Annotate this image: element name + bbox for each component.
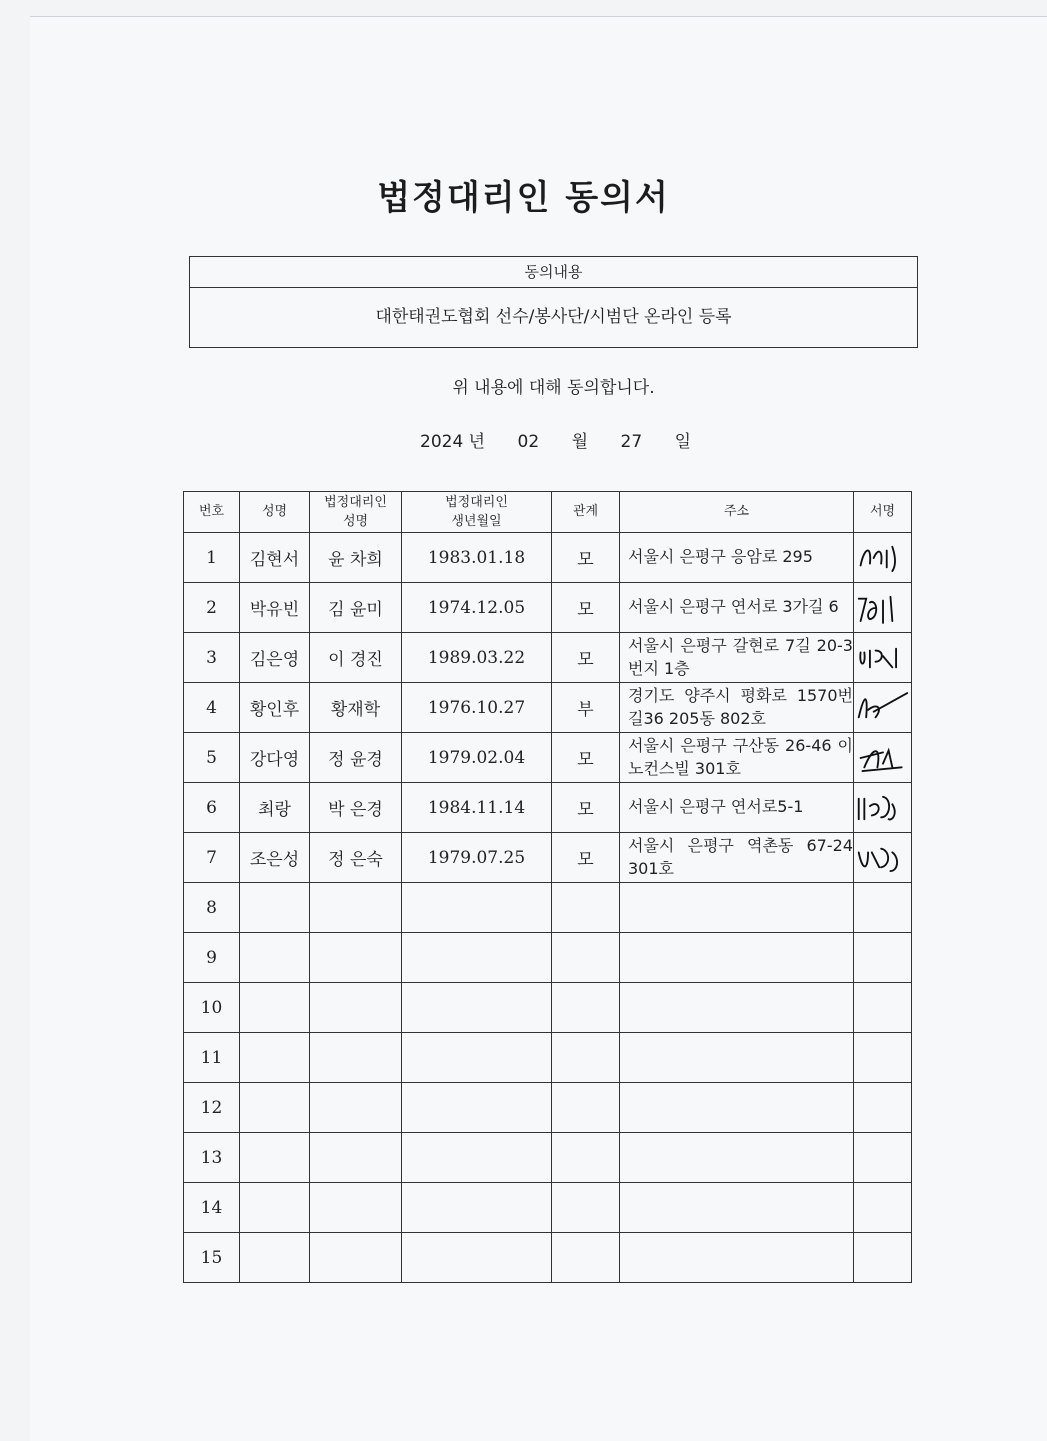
cell-relation: 모 (552, 733, 620, 783)
handwritten-signature (855, 788, 911, 828)
cell-no: 14 (184, 1183, 240, 1233)
cell-guardian-birth: 1983.01.18 (402, 533, 552, 583)
cell-name (240, 1133, 310, 1183)
handwritten-signature (855, 638, 911, 678)
cell-name (240, 1033, 310, 1083)
cell-address: 서울시 은평구 갈현로 7길 20-3번지 1층 (620, 633, 854, 683)
cell-no: 5 (184, 733, 240, 783)
cell-signature (854, 1133, 912, 1183)
table-row (184, 1133, 912, 1183)
date-day: 27 (620, 432, 643, 452)
cell-signature (854, 1083, 912, 1133)
cell-guardian-name (310, 933, 402, 983)
table-row (184, 583, 912, 633)
cell-signature (854, 533, 912, 583)
cell-no: 7 (184, 833, 240, 883)
cell-address: 경기도 양주시 평화로 1570번길36 205동 802호 (620, 683, 854, 733)
cell-no: 1 (184, 533, 240, 583)
cell-guardian-name (310, 1083, 402, 1133)
table-row (184, 783, 912, 833)
cell-name (240, 983, 310, 1033)
cell-guardian-birth: 1984.11.14 (402, 783, 552, 833)
cell-address: 서울시 은평구 연서로5-1 (620, 783, 854, 833)
cell-guardian-name: 정 은숙 (310, 833, 402, 883)
cell-guardian-name: 김 윤미 (310, 583, 402, 633)
cell-relation (552, 983, 620, 1033)
cell-name (240, 1083, 310, 1133)
date-month: 02 (517, 432, 540, 452)
cell-name: 박유빈 (240, 583, 310, 633)
cell-relation: 모 (552, 833, 620, 883)
cell-guardian-name: 정 윤경 (310, 733, 402, 783)
cell-guardian-birth (402, 1183, 552, 1233)
cell-name: 강다영 (240, 733, 310, 783)
cell-signature (854, 1233, 912, 1283)
guardian-roster-table (183, 491, 912, 1283)
table-row (184, 683, 912, 733)
cell-relation (552, 933, 620, 983)
cell-guardian-name: 박 은경 (310, 783, 402, 833)
cell-address: 서울시 은평구 연서로 3가길 6 (620, 583, 854, 633)
cell-relation: 모 (552, 533, 620, 583)
consent-box (189, 256, 918, 348)
table-row (184, 633, 912, 683)
cell-name: 조은성 (240, 833, 310, 883)
cell-relation (552, 1083, 620, 1133)
cell-relation (552, 1133, 620, 1183)
cell-relation (552, 883, 620, 933)
cell-address: 서울시 은평구 응암로 295 (620, 533, 854, 583)
handwritten-signature (855, 588, 911, 628)
table-row (184, 1083, 912, 1133)
cell-name: 김현서 (240, 533, 310, 583)
date-day-unit: 일 (674, 432, 692, 452)
header-no: 번호 (184, 492, 240, 533)
cell-guardian-birth (402, 1033, 552, 1083)
header-relation: 관계 (552, 492, 620, 533)
cell-address (620, 1183, 854, 1233)
consent-header: 동의내용 (190, 257, 917, 288)
cell-guardian-birth: 1989.03.22 (402, 633, 552, 683)
cell-address (620, 1233, 854, 1283)
cell-no: 3 (184, 633, 240, 683)
handwritten-signature (855, 538, 911, 578)
table-row (184, 1183, 912, 1233)
cell-guardian-birth (402, 933, 552, 983)
cell-address (620, 1133, 854, 1183)
cell-guardian-birth (402, 1133, 552, 1183)
cell-guardian-name (310, 983, 402, 1033)
cell-relation (552, 1033, 620, 1083)
cell-relation: 모 (552, 633, 620, 683)
cell-guardian-name: 이 경진 (310, 633, 402, 683)
header-signature: 서명 (854, 492, 912, 533)
cell-signature (854, 733, 912, 783)
header-name: 성명 (240, 492, 310, 533)
cell-name (240, 1183, 310, 1233)
cell-no: 15 (184, 1233, 240, 1283)
cell-signature (854, 683, 912, 733)
cell-guardian-birth: 1979.02.04 (402, 733, 552, 783)
cell-address (620, 1083, 854, 1133)
table-row (184, 1033, 912, 1083)
cell-guardian-birth: 1979.07.25 (402, 833, 552, 883)
cell-no: 6 (184, 783, 240, 833)
cell-relation: 모 (552, 583, 620, 633)
cell-address (620, 883, 854, 933)
handwritten-signature (855, 688, 911, 728)
cell-address (620, 933, 854, 983)
cell-guardian-name (310, 1133, 402, 1183)
cell-name (240, 933, 310, 983)
cell-signature (854, 833, 912, 883)
cell-signature (854, 983, 912, 1033)
cell-guardian-birth: 1974.12.05 (402, 583, 552, 633)
date-year: 2024 (420, 432, 464, 452)
cell-relation: 모 (552, 783, 620, 833)
cell-address: 서울시 은평구 역촌동 67-24 301호 (620, 833, 854, 883)
cell-relation (552, 1233, 620, 1283)
cell-guardian-birth (402, 883, 552, 933)
document-title: 법정대리인 동의서 (377, 178, 670, 218)
header-address: 주소 (620, 492, 854, 533)
table-row (184, 933, 912, 983)
cell-signature (854, 1183, 912, 1233)
date-month-unit: 월 (571, 432, 589, 452)
table-header-row (184, 492, 912, 533)
cell-signature (854, 633, 912, 683)
cell-name: 최랑 (240, 783, 310, 833)
cell-guardian-name: 황재학 (310, 683, 402, 733)
cell-no: 9 (184, 933, 240, 983)
cell-guardian-name (310, 1033, 402, 1083)
cell-guardian-birth (402, 1233, 552, 1283)
cell-guardian-birth (402, 1083, 552, 1133)
consent-content: 대한태권도협회 선수/봉사단/시범단 온라인 등록 (375, 307, 732, 327)
cell-no: 2 (184, 583, 240, 633)
cell-no: 11 (184, 1033, 240, 1083)
cell-guardian-name (310, 883, 402, 933)
cell-relation: 부 (552, 683, 620, 733)
cell-no: 12 (184, 1083, 240, 1133)
cell-signature (854, 583, 912, 633)
cell-no: 13 (184, 1133, 240, 1183)
cell-no: 10 (184, 983, 240, 1033)
table-row (184, 983, 912, 1033)
cell-signature (854, 783, 912, 833)
cell-no: 4 (184, 683, 240, 733)
cell-signature (854, 883, 912, 933)
cell-guardian-name (310, 1233, 402, 1283)
table-row (184, 1233, 912, 1283)
cell-guardian-name (310, 1183, 402, 1233)
cell-signature (854, 933, 912, 983)
cell-signature (854, 1033, 912, 1083)
cell-guardian-birth: 1976.10.27 (402, 683, 552, 733)
handwritten-signature (855, 738, 911, 778)
table-row (184, 883, 912, 933)
cell-name: 김은영 (240, 633, 310, 683)
consent-date (420, 427, 691, 452)
header-guardian-name: 법정대리인 성명 (310, 492, 402, 533)
cell-address (620, 983, 854, 1033)
table-row (184, 733, 912, 783)
handwritten-signature (855, 838, 911, 878)
header-guardian-birth: 법정대리인 생년월일 (402, 492, 552, 533)
cell-name (240, 1233, 310, 1283)
cell-name: 황인후 (240, 683, 310, 733)
cell-no: 8 (184, 883, 240, 933)
cell-address: 서울시 은평구 구산동 26-46 이노컨스빌 301호 (620, 733, 854, 783)
cell-guardian-name: 윤 차희 (310, 533, 402, 583)
cell-name (240, 883, 310, 933)
table-row (184, 833, 912, 883)
cell-guardian-birth (402, 983, 552, 1033)
table-row (184, 533, 912, 583)
date-year-unit: 년 (468, 432, 486, 452)
cell-address (620, 1033, 854, 1083)
cell-relation (552, 1183, 620, 1233)
agreement-statement: 위 내용에 대해 동의합니다. (452, 378, 655, 398)
